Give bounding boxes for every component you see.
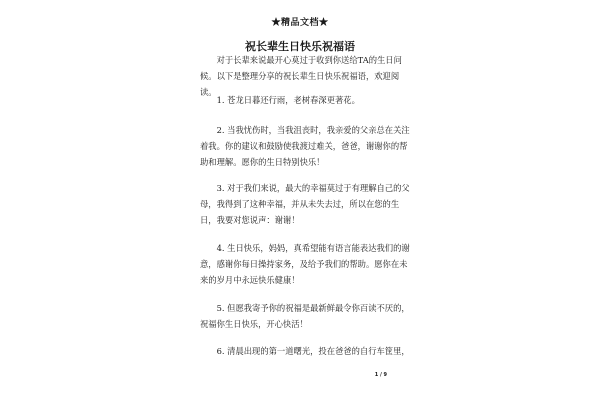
list-item (200, 92, 415, 108)
list-item-text: 1. 苍龙日暮还行雨，老树春深更著花。 (216, 95, 360, 105)
list-item-text: 2. 当我忧伤时，当我沮丧时，我亲爱的父亲总在关注着我。你的建议和鼓励使我渡过难关，爸爸，谢谢你的帮助和理解。愿你的生日特别快乐！ (200, 125, 410, 167)
list-item (200, 300, 415, 332)
list-item (200, 343, 415, 359)
list-item-text: 4. 生日快乐，妈妈，真希望能有语言能表达我们的谢意，感谢你每日操持家务，及给予我们的帮助。愿你在未来的岁月中永远快乐健康！ (200, 243, 410, 285)
list-item (200, 180, 415, 228)
list-item (200, 122, 415, 170)
quality-document-mark: ★精品文档★ (271, 18, 329, 28)
list-item-text: 5. 但愿我寄予你的祝福是最新鲜最令你百读不厌的，祝福你生日快乐，开心快活！ (200, 303, 410, 329)
document-title: 祝长辈生日快乐祝福语 (245, 40, 355, 53)
list-item (200, 240, 415, 288)
list-item-text: 6. 清晨出现的第一道曙光，投在爸爸的自行车筐里， (216, 346, 410, 356)
intro-text: 对于长辈来说最开心莫过于收到你送给TA的生日问候。以下是整理分享的祝长辈生日快乐祝福语，欢迎阅读。 (200, 55, 402, 97)
list-item-text: 3. 对于我们来说，最大的幸福莫过于有理解自己的父母，我得到了这种幸福，并从未失去过，所以在您的生日，我要对您说声：谢谢！ (200, 183, 410, 225)
page-number: 1 / 9 (374, 372, 387, 378)
